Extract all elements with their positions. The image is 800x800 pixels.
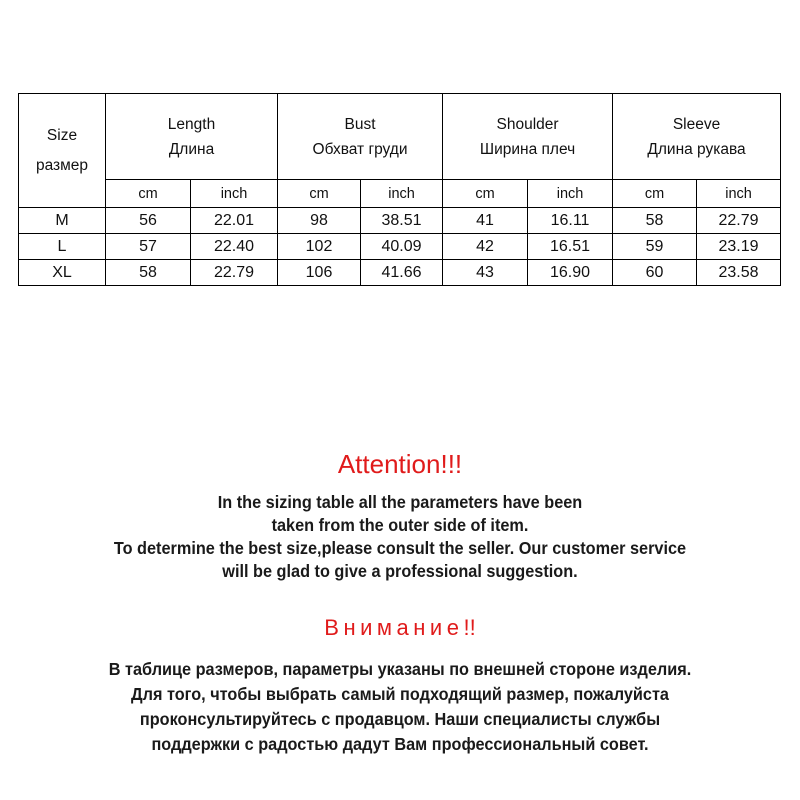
table-cell: 58 [106, 260, 191, 286]
attention-heading-ru-bangs: !! [463, 615, 476, 640]
notice-section [0, 440, 800, 757]
size-chart-table-container [18, 93, 780, 286]
notice-body-ru-line: Для того, чтобы выбрать самый подходящий размер, пожалуйста [131, 684, 669, 704]
header-length-label-en: Length [167, 115, 216, 133]
table-cell: 40.09 [361, 234, 443, 260]
notice-body-ru-line: В таблице размеров, параметры указаны по внешней стороне изделия. [108, 659, 692, 679]
table-cell: 22.01 [191, 208, 278, 234]
table-body [19, 208, 781, 286]
table-cell: 38.51 [361, 208, 443, 234]
attention-heading-ru-word: Внимание [324, 615, 464, 640]
row-size-label: XL [19, 260, 106, 286]
attention-heading-en: Attention!!! [337, 449, 463, 479]
notice-body-en-line: taken from the outer side of item. [271, 515, 529, 535]
notice-body-ru [28, 642, 772, 757]
unit-header-cell: inch [528, 180, 613, 208]
table-cell: 58 [613, 208, 697, 234]
unit-header-cell: inch [361, 180, 443, 208]
table-cell: 57 [106, 234, 191, 260]
table-cell: 22.40 [191, 234, 278, 260]
table-cell: 59 [613, 234, 697, 260]
header-cell-shoulder [443, 94, 613, 180]
table-cell: 43 [443, 260, 528, 286]
header-cell-size [19, 94, 106, 208]
table-cell: 41 [443, 208, 528, 234]
header-size-label-en: Size [46, 126, 78, 144]
row-size-label: M [19, 208, 106, 234]
table-cell: 42 [443, 234, 528, 260]
header-bust-label-ru: Обхват груди [312, 140, 408, 158]
table-cell: 102 [278, 234, 361, 260]
size-chart-table [18, 93, 781, 286]
header-sleeve-label-en: Sleeve [672, 115, 721, 133]
header-bust-label-en: Bust [344, 115, 376, 133]
unit-header-cell: inch [697, 180, 781, 208]
attention-heading-ru [0, 583, 800, 642]
table-header-row-measurements [19, 94, 781, 180]
table-cell: 98 [278, 208, 361, 234]
notice-body-en-line: will be glad to give a professional suggestion. [222, 561, 578, 581]
table-header-row-units [19, 180, 781, 208]
unit-header-cell: cm [106, 180, 191, 208]
notice-body-en-line: To determine the best size,please consult the seller. Our customer service [113, 538, 687, 558]
header-cell-bust [278, 94, 443, 180]
table-cell: 22.79 [191, 260, 278, 286]
notice-body-ru-line: проконсультируйтесь с продавцом. Наши специалисты службы [139, 709, 661, 729]
row-size-label: L [19, 234, 106, 260]
table-cell: 23.19 [697, 234, 781, 260]
table-row [19, 208, 781, 234]
header-cell-length [106, 94, 278, 180]
table-cell: 16.11 [528, 208, 613, 234]
header-shoulder-label-ru: Ширина плеч [479, 140, 576, 158]
table-row [19, 260, 781, 286]
table-row [19, 234, 781, 260]
table-cell: 22.79 [697, 208, 781, 234]
notice-body-en-line: In the sizing table all the parameters have been [217, 492, 583, 512]
table-header [19, 94, 781, 208]
unit-header-cell: inch [191, 180, 278, 208]
header-cell-sleeve [613, 94, 781, 180]
table-cell: 16.90 [528, 260, 613, 286]
header-length-label-ru: Длина [168, 140, 215, 158]
unit-header-cell: cm [278, 180, 361, 208]
header-sleeve-label-ru: Длина рукава [647, 140, 746, 158]
table-cell: 16.51 [528, 234, 613, 260]
unit-header-cell: cm [443, 180, 528, 208]
unit-header-cell: cm [613, 180, 697, 208]
notice-body-ru-line: поддержки с радостью дадут Вам профессиональный совет. [151, 734, 649, 754]
header-shoulder-label-en: Shoulder [496, 115, 559, 133]
header-size-label-ru: размер [35, 156, 89, 174]
table-cell: 60 [613, 260, 697, 286]
table-cell: 41.66 [361, 260, 443, 286]
table-cell: 23.58 [697, 260, 781, 286]
notice-body-en [28, 480, 772, 583]
table-cell: 56 [106, 208, 191, 234]
table-cell: 106 [278, 260, 361, 286]
